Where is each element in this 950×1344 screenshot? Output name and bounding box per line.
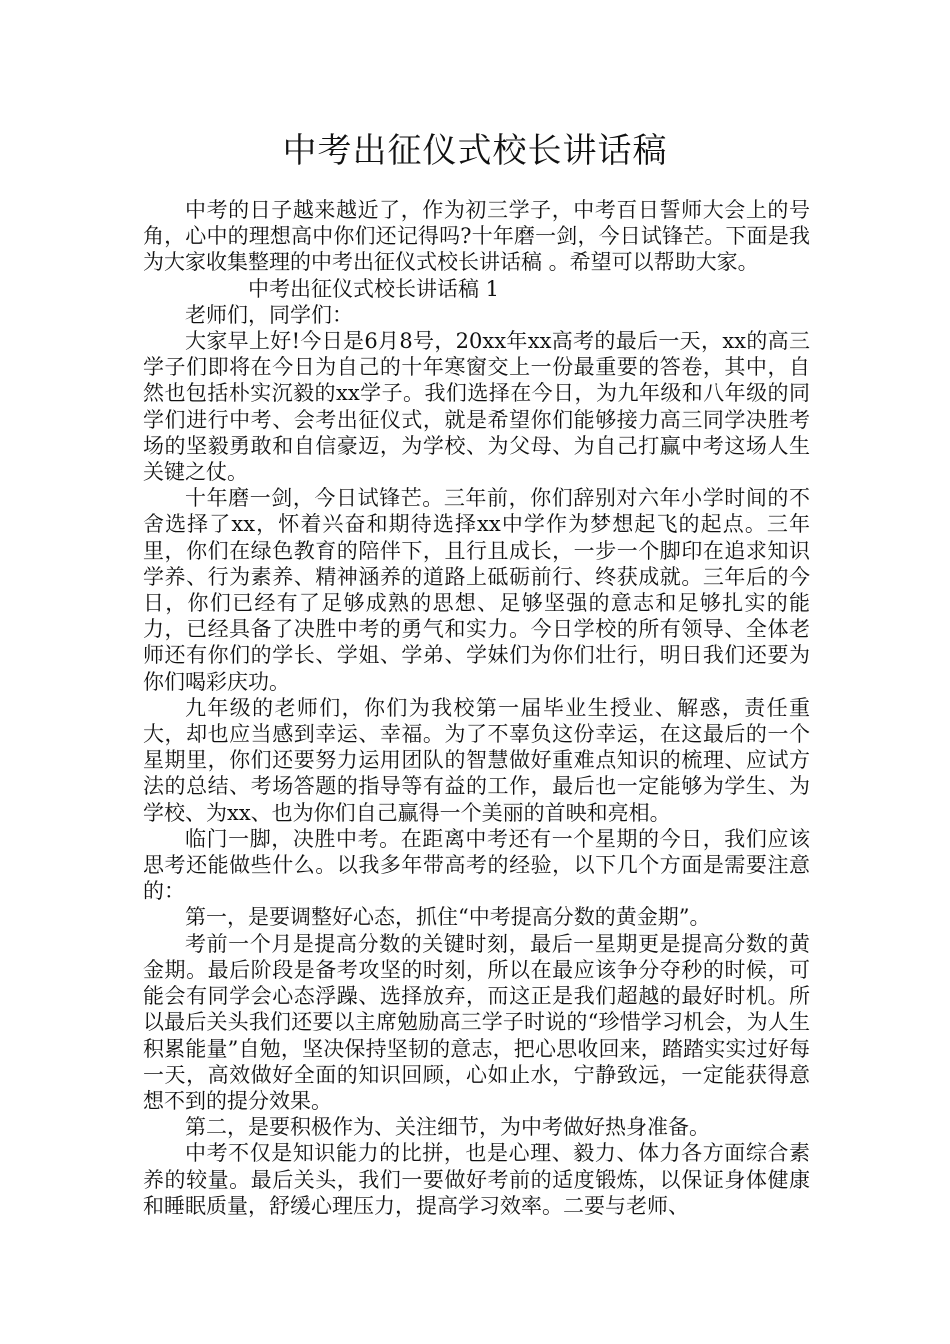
body-paragraph: 中考不仅是知识能力的比拼，也是心理、毅力、体力各方面综合素养的较量。最后关头，我们一要做好考前的适度锻炼，以保证身体健康和睡眠质量，舒缓心理压力，提高学习效率。二要与老师、: [143, 1141, 810, 1218]
body-paragraph: 临门一脚，决胜中考。在距离中考还有一个星期的今日，我们应该思考还能做些什么。以我多年带高考的经验，以下几个方面是需要注意的：: [143, 826, 810, 904]
body-paragraph: 大家早上好!今日是6月8号，20xx年xx高考的最后一天，xx的高三学子们即将在今日为自己的十年寒窗交上一份最重要的答卷，其中，自然也包括朴实沉毅的xx学子。我们选择在今日，为九年级和八年级的同学们进行中考、会考出征仪式，就是希望你们能够接力高三同学决胜考场的坚毅勇敢和自信豪迈，为学校、为父母、为自己打赢中考这场人生关键之仗。: [143, 329, 810, 485]
body-paragraph: 十年磨一剑，今日试锋芒。三年前，你们辞别对六年小学时间的不舍选择了xx，怀着兴奋和期待选择xx中学作为梦想起飞的起点。三年里，你们在绿色教育的陪伴下，且行且成长，一步一个脚印在追求知识学养、行为素养、精神涵养的道路上砥砺前行、终获成就。三年后的今日，你们已经有了足够成熟的思想、足够坚强的意志和足够扎实的能力，已经具备了决胜中考的勇气和实力。今日学校的所有领导、全体老师还有你们的学长、学姐、学弟、学妹们为你们壮行，明日我们还要为你们喝彩庆功。: [143, 486, 810, 694]
greeting: 老师们，同学们：: [185, 302, 353, 327]
point-heading: 第一，是要调整好心态，抓住“中考提高分数的黄金期”。: [185, 905, 711, 930]
section-title: 中考出征仪式校长讲话稿 1: [248, 276, 500, 301]
body-paragraph: 九年级的老师们，你们为我校第一届毕业生授业、解惑，责任重大，却也应当感到幸运、幸福。为了不辜负这份幸运，在这最后的一个星期里，你们还要努力运用团队的智慧做好重难点知识的梳理、应试方法的总结、考场答题的指导等有益的工作，最后也一定能够为学生、为学校、为xx、也为你们自己赢得一个美丽的首映和亮相。: [143, 695, 810, 825]
intro-paragraph: 中考的日子越来越近了，作为初三学子，中考百日誓师大会上的号角，心中的理想高中你们还记得吗?十年磨一剑，今日试锋芒。下面是我为大家收集整理的中考出征仪式校长讲话稿 。希望可以帮助大家。: [143, 198, 810, 275]
document-title: 中考出征仪式校长讲话稿: [282, 131, 668, 171]
body-paragraph: 考前一个月是提高分数的关键时刻，最后一星期更是提高分数的黄金期。最后阶段是备考攻坚的时刻，所以在最应该争分夺秒的时候，可能会有同学会心态浮躁、选择放弃，而这正是我们超越的最好时机。所以最后关头我们还要以主席勉励高三学子时说的“珍惜学习机会，为人生积累能量”自勉，坚决保持坚韧的意志，把心思收回来，踏踏实实过好每一天，高效做好全面的知识回顾，心如止水，宁静致远，一定能获得意想不到的提分效果。: [143, 931, 810, 1113]
document-body: [143, 197, 810, 1219]
point-heading: 第二，是要积极作为、关注细节，为中考做好热身准备。: [185, 1115, 710, 1140]
